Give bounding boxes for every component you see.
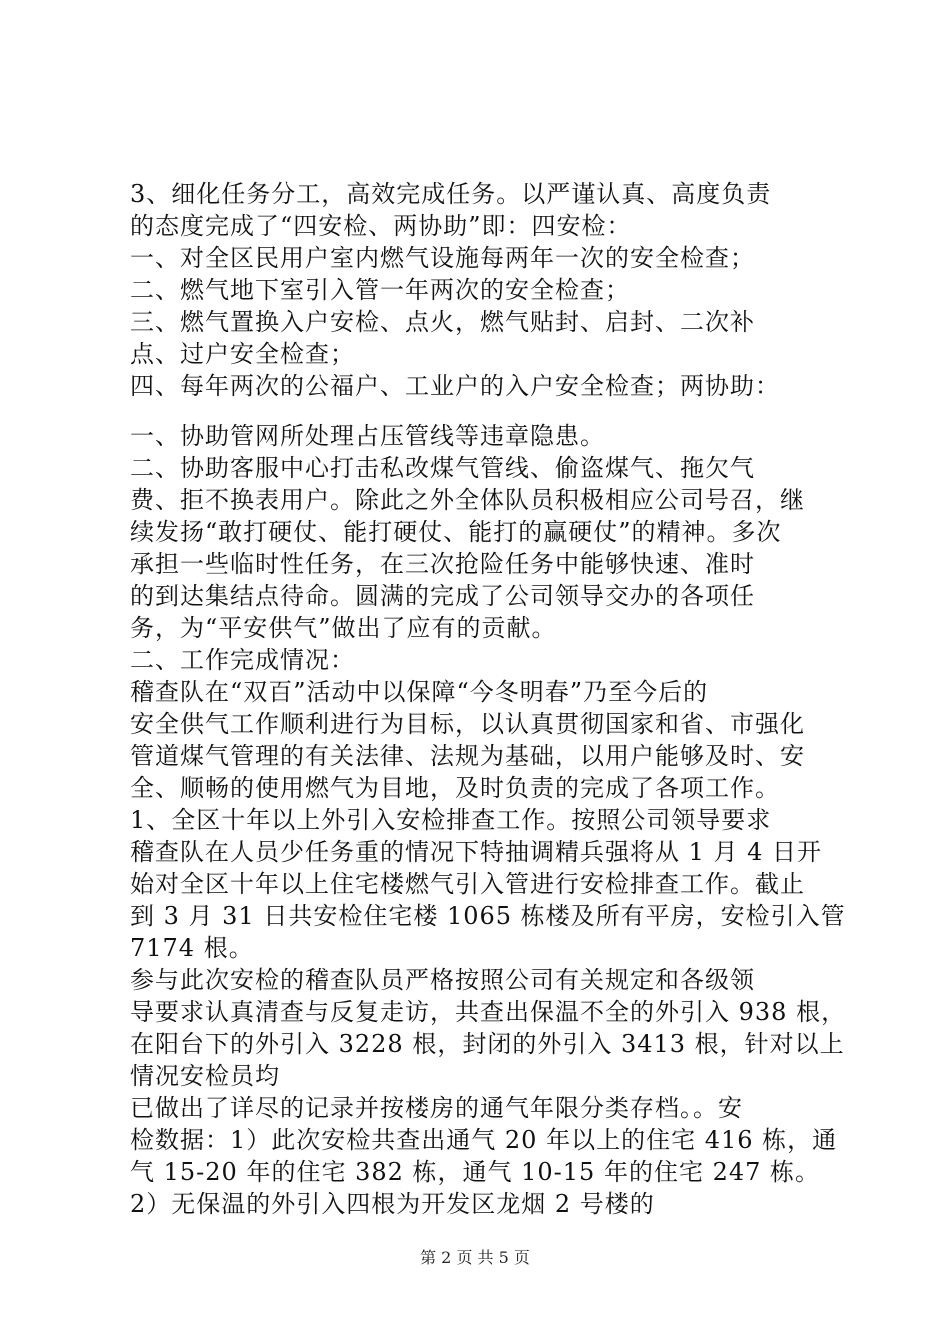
- text-line: 续发扬“敢打硬仗、能打硬仗、能打的赢硬仗”的精神。多次: [130, 518, 782, 546]
- text-line: 一、协助管网所处理占压管线等违章隐患。: [130, 422, 605, 450]
- text-line: 检数据：1）此次安检共查出通气 20 年以上的住宅 416 栋，通: [130, 1126, 838, 1154]
- text-line: 四、每年两次的公福户、工业户的入户安全检查；两协助：: [130, 372, 780, 400]
- text-line: 安全供气工作顺利进行为目标，以认真贯彻国家和省、市强化: [130, 710, 805, 738]
- text-line: 始对全区十年以上住宅楼燃气引入管进行安检排查工作。截止: [130, 870, 805, 898]
- text-line: 到 3 月 31 日共安检住宅楼 1065 栋楼及所有平房，安检引入管: [130, 902, 846, 930]
- text-line: 2）无保温的外引入四根为开发区龙烟 2 号楼的: [130, 1190, 655, 1218]
- text-line: 气 15-20 年的住宅 382 栋，通气 10-15 年的住宅 247 栋。: [130, 1158, 821, 1186]
- text-line: 在阳台下的外引入 3228 根，封闭的外引入 3413 根，针对以上: [130, 1030, 845, 1058]
- text-line: 管道煤气管理的有关法律、法规为基础，以用户能够及时、安: [130, 742, 805, 770]
- text-line: 3、细化任务分工，高效完成任务。以严谨认真、高度负责: [130, 180, 772, 208]
- text-line: 的态度完成了“四安检、两协助”即：四安检：: [130, 212, 632, 240]
- text-line: 二、协助客服中心打击私改煤气管线、偷盗煤气、拖欠气: [130, 454, 755, 482]
- text-line: 点、过户安全检查；: [130, 340, 355, 368]
- text-line: 稽查队在“双百”活动中以保障“今冬明春”乃至今后的: [130, 678, 709, 706]
- text-line: 一、对全区民用户室内燃气设施每两年一次的安全检查；: [130, 244, 755, 272]
- text-line: 7174 根。: [130, 934, 254, 962]
- text-line: 三、燃气置换入户安检、点火，燃气贴封、启封、二次补: [130, 308, 755, 336]
- text-line: 导要求认真清查与反复走访，共查出保温不全的外引入 938 根，: [130, 998, 847, 1026]
- text-line: 已做出了详尽的记录并按楼房的通气年限分类存档。。安: [130, 1094, 743, 1122]
- page-footer: 第 2 页 共 5 页: [420, 1248, 530, 1267]
- text-line: 费、拒不换表用户。除此之外全体队员积极相应公司号召，继: [130, 486, 805, 514]
- text-line: 的到达集结点待命。圆满的完成了公司领导交办的各项任: [130, 582, 755, 610]
- text-line: 1、全区十年以上外引入安检排查工作。按照公司领导要求: [130, 806, 772, 834]
- text-line: 承担一些临时性任务，在三次抢险任务中能够快速、准时: [130, 550, 755, 578]
- text-line: 务，为“平安供气”做出了应有的贡献。: [130, 614, 557, 642]
- text-line: 二、燃气地下室引入管一年两次的安全检查；: [130, 276, 630, 304]
- text-line: 情况安检员均: [130, 1062, 280, 1090]
- text-line: 稽查队在人员少任务重的情况下特抽调精兵强将从 1 月 4 日开: [130, 838, 823, 866]
- text-line: 二、工作完成情况：: [130, 646, 355, 674]
- text-line: 参与此次安检的稽查队员严格按照公司有关规定和各级领: [130, 966, 755, 994]
- text-line: 全、顺畅的使用燃气为目地，及时负责的完成了各项工作。: [130, 774, 780, 802]
